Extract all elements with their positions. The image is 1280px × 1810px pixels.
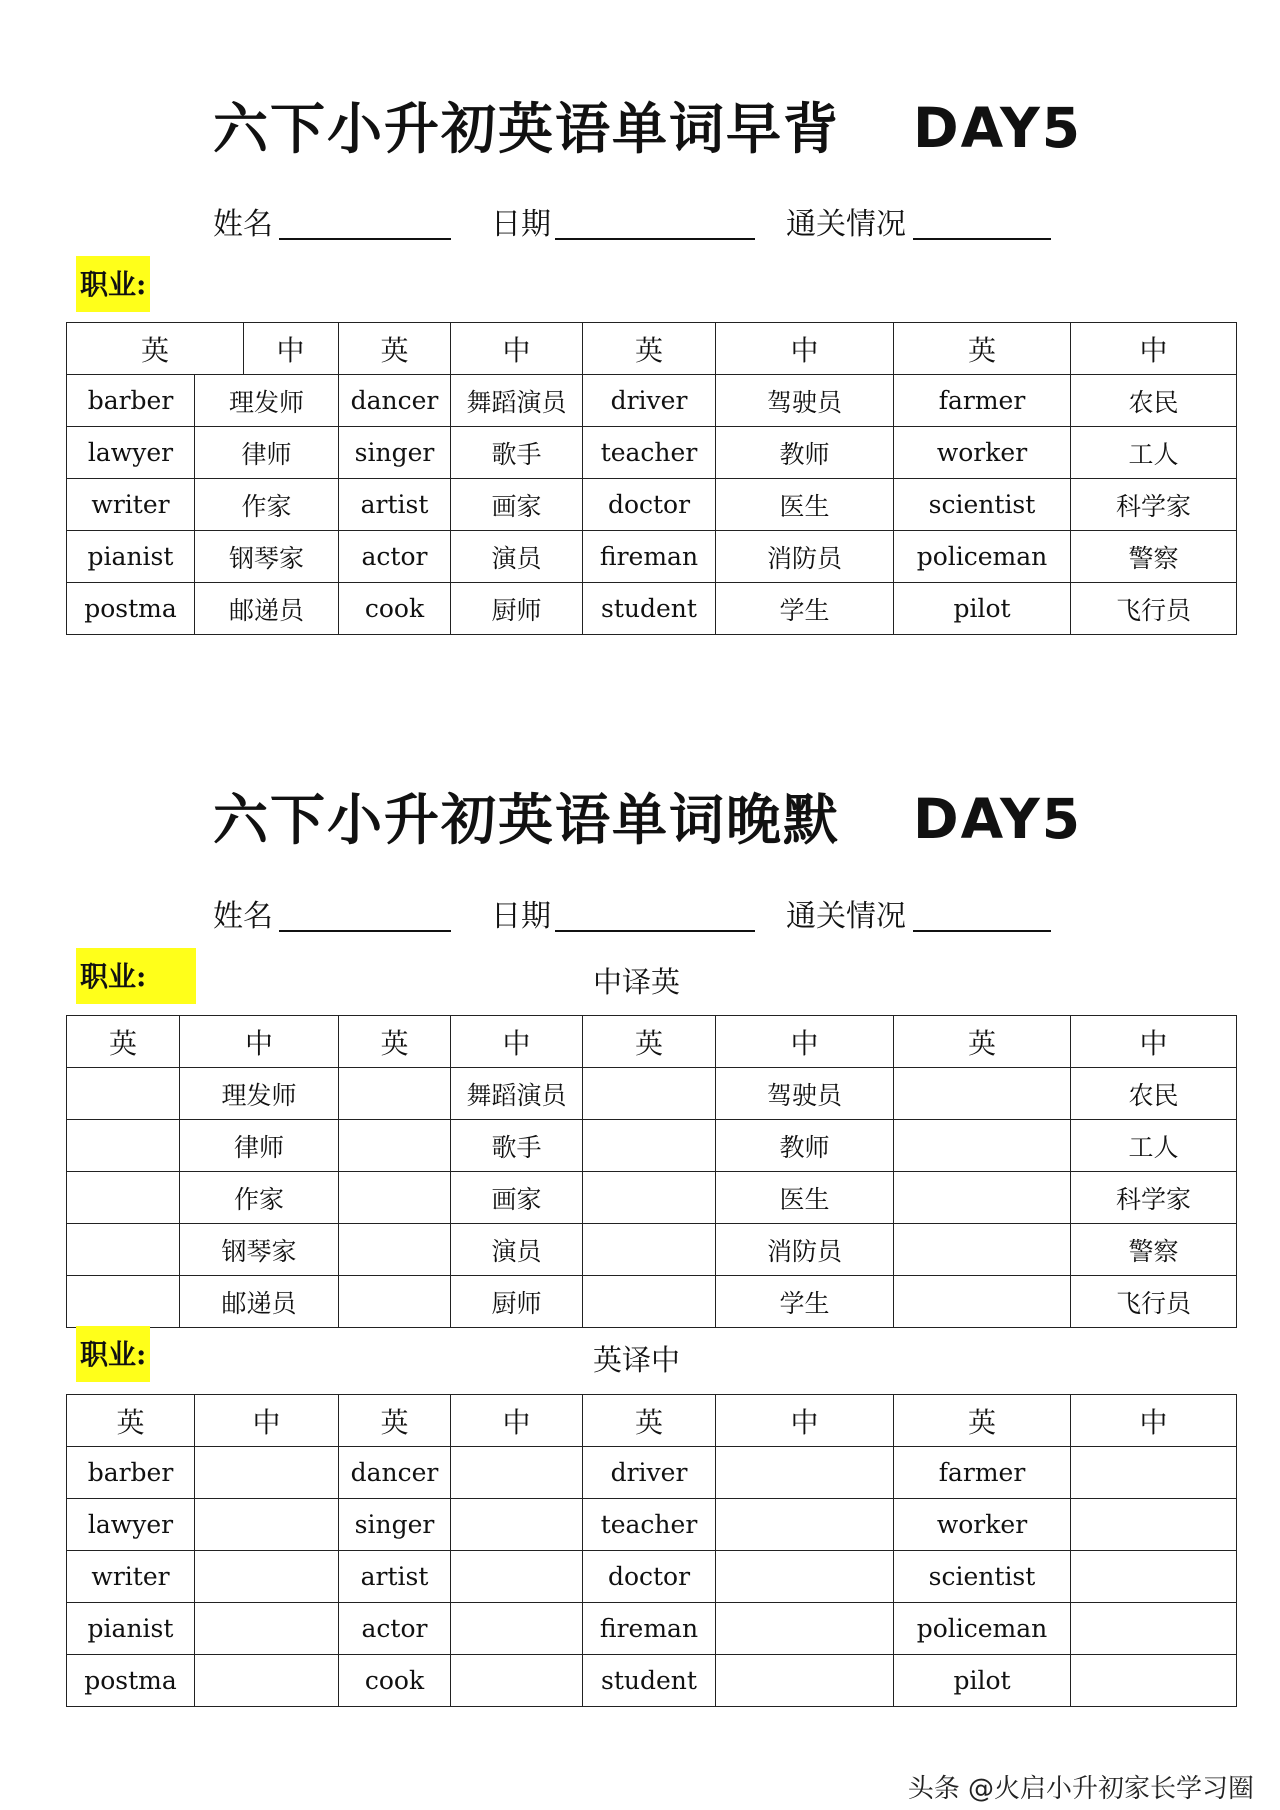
english-word-cell: driver	[583, 375, 716, 427]
header-cell: 英	[339, 1016, 451, 1068]
header-cell: 英	[583, 1395, 716, 1447]
table-row	[67, 1224, 1237, 1276]
status-field-line[interactable]	[913, 238, 1051, 240]
table-row	[67, 1172, 1237, 1224]
e2c-vocab-table	[66, 1394, 1237, 1707]
chinese-word-cell: 学生	[716, 1276, 894, 1328]
answer-blank-cell[interactable]	[451, 1499, 583, 1551]
chinese-word-cell: 医生	[716, 1172, 894, 1224]
table-row	[67, 479, 1237, 531]
answer-blank-cell[interactable]	[583, 1120, 716, 1172]
answer-blank-cell[interactable]	[716, 1551, 894, 1603]
chinese-word-cell: 演员	[451, 531, 583, 583]
table-row	[67, 583, 1237, 635]
chinese-word-cell: 作家	[195, 479, 339, 531]
english-word-cell: postma	[67, 1655, 195, 1707]
english-word-cell: dancer	[339, 375, 451, 427]
english-word-cell: actor	[339, 1603, 451, 1655]
english-word-cell: doctor	[583, 479, 716, 531]
c2e-subtitle: 中译英	[593, 965, 681, 999]
chinese-word-cell: 作家	[180, 1172, 339, 1224]
answer-blank-cell[interactable]	[339, 1276, 451, 1328]
morning-day: DAY5	[913, 96, 1083, 160]
english-word-cell: artist	[339, 479, 451, 531]
english-word-cell: farmer	[894, 1447, 1071, 1499]
chinese-word-cell: 画家	[451, 1172, 583, 1224]
english-word-cell: policeman	[894, 531, 1071, 583]
chinese-word-cell: 歌手	[451, 1120, 583, 1172]
answer-blank-cell[interactable]	[339, 1068, 451, 1120]
chinese-word-cell: 厨师	[451, 583, 583, 635]
chinese-word-cell: 工人	[1071, 427, 1237, 479]
header-cell: 中	[1071, 1395, 1237, 1447]
table-row	[67, 1655, 1237, 1707]
english-word-cell: scientist	[894, 479, 1071, 531]
answer-blank-cell[interactable]	[583, 1276, 716, 1328]
status-label: 通关情况	[786, 899, 906, 934]
chinese-word-cell: 飞行员	[1071, 583, 1237, 635]
english-word-cell: postma	[67, 583, 195, 635]
answer-blank-cell[interactable]	[894, 1068, 1071, 1120]
chinese-word-cell: 科学家	[1071, 1172, 1237, 1224]
answer-blank-cell[interactable]	[1071, 1551, 1237, 1603]
header-zh: 中	[276, 333, 305, 367]
answer-blank-cell[interactable]	[451, 1447, 583, 1499]
header-cell: 英	[894, 323, 1071, 375]
english-word-cell: singer	[339, 427, 451, 479]
answer-blank-cell[interactable]	[339, 1120, 451, 1172]
chinese-word-cell: 警察	[1071, 531, 1237, 583]
answer-blank-cell[interactable]	[195, 1603, 339, 1655]
table-row	[67, 531, 1237, 583]
morning-category-label: 职业:	[76, 256, 150, 312]
english-word-cell: student	[583, 583, 716, 635]
table-row	[67, 1276, 1237, 1328]
english-word-cell: policeman	[894, 1603, 1071, 1655]
answer-blank-cell[interactable]	[894, 1120, 1071, 1172]
table-row	[67, 1447, 1237, 1499]
header-cell: 英	[894, 1016, 1071, 1068]
english-word-cell: pilot	[894, 1655, 1071, 1707]
english-word-cell: driver	[583, 1447, 716, 1499]
name-label: 姓名	[213, 899, 273, 934]
answer-blank-cell[interactable]	[1071, 1447, 1237, 1499]
chinese-word-cell: 农民	[1071, 1068, 1237, 1120]
header-cell: 中	[451, 323, 583, 375]
header-cell: 英	[894, 1395, 1071, 1447]
answer-blank-cell[interactable]	[67, 1224, 180, 1276]
watermark: 头条 @火启小升初家长学习圈	[907, 1774, 1254, 1804]
english-word-cell: barber	[67, 1447, 195, 1499]
header-cell	[67, 323, 339, 375]
answer-blank-cell[interactable]	[451, 1551, 583, 1603]
header-cell: 中	[1071, 323, 1237, 375]
english-word-cell: pilot	[894, 583, 1071, 635]
english-word-cell: fireman	[583, 531, 716, 583]
answer-blank-cell[interactable]	[894, 1172, 1071, 1224]
answer-blank-cell[interactable]	[894, 1224, 1071, 1276]
english-word-cell: cook	[339, 1655, 451, 1707]
header-cell: 英	[339, 323, 451, 375]
chinese-word-cell: 邮递员	[180, 1276, 339, 1328]
answer-blank-cell[interactable]	[195, 1447, 339, 1499]
chinese-word-cell: 驾驶员	[716, 1068, 894, 1120]
answer-blank-cell[interactable]	[451, 1655, 583, 1707]
answer-blank-cell[interactable]	[1071, 1655, 1237, 1707]
chinese-word-cell: 理发师	[180, 1068, 339, 1120]
name-label: 姓名	[213, 207, 273, 242]
chinese-word-cell: 演员	[451, 1224, 583, 1276]
chinese-word-cell: 舞蹈演员	[451, 1068, 583, 1120]
english-word-cell: scientist	[894, 1551, 1071, 1603]
table-header-row	[67, 1395, 1237, 1447]
english-word-cell: barber	[67, 375, 195, 427]
chinese-word-cell: 歌手	[451, 427, 583, 479]
english-word-cell: farmer	[894, 375, 1071, 427]
answer-blank-cell[interactable]	[583, 1224, 716, 1276]
chinese-word-cell: 警察	[1071, 1224, 1237, 1276]
evening-title-text: 六下小升初英语单词晚默	[213, 787, 841, 852]
name-field-line[interactable]	[279, 238, 451, 240]
chinese-word-cell: 厨师	[451, 1276, 583, 1328]
c2e-vocab-table	[66, 1015, 1237, 1328]
english-word-cell: worker	[894, 1499, 1071, 1551]
chinese-word-cell: 教师	[716, 1120, 894, 1172]
chinese-word-cell: 画家	[451, 479, 583, 531]
table-header-row	[67, 1016, 1237, 1068]
chinese-word-cell: 学生	[716, 583, 894, 635]
status-label: 通关情况	[786, 207, 906, 242]
english-word-cell: singer	[339, 1499, 451, 1551]
answer-blank-cell[interactable]	[195, 1551, 339, 1603]
english-word-cell: lawyer	[67, 1499, 195, 1551]
header-cell: 中	[451, 1016, 583, 1068]
english-word-cell: lawyer	[67, 427, 195, 479]
answer-blank-cell[interactable]	[339, 1224, 451, 1276]
header-cell: 英	[67, 1016, 180, 1068]
table-header-row	[67, 323, 1237, 375]
chinese-word-cell: 农民	[1071, 375, 1237, 427]
morning-title	[213, 96, 1083, 161]
name-field-line[interactable]	[279, 930, 451, 932]
date-label: 日期	[491, 207, 551, 242]
table-row	[67, 375, 1237, 427]
header-cell: 中	[716, 1016, 894, 1068]
header-cell: 中	[180, 1016, 339, 1068]
evening-day: DAY5	[913, 787, 1083, 851]
morning-title-text: 六下小升初英语单词早背	[213, 96, 841, 161]
answer-blank-cell[interactable]	[583, 1068, 716, 1120]
table-row	[67, 1551, 1237, 1603]
answer-blank-cell[interactable]	[67, 1068, 180, 1120]
chinese-word-cell: 工人	[1071, 1120, 1237, 1172]
english-word-cell: teacher	[583, 427, 716, 479]
morning-vocab-table	[66, 322, 1237, 635]
answer-blank-cell[interactable]	[67, 1276, 180, 1328]
answer-blank-cell[interactable]	[195, 1499, 339, 1551]
english-word-cell: dancer	[339, 1447, 451, 1499]
header-cell: 英	[67, 1395, 195, 1447]
answer-blank-cell[interactable]	[195, 1655, 339, 1707]
date-field-line[interactable]	[555, 238, 755, 240]
chinese-word-cell: 消防员	[716, 1224, 894, 1276]
english-word-cell: artist	[339, 1551, 451, 1603]
header-cell: 中	[451, 1395, 583, 1447]
table-row	[67, 1499, 1237, 1551]
english-word-cell: cook	[339, 583, 451, 635]
c2e-category-label: 职业:	[76, 948, 196, 1004]
english-word-cell: actor	[339, 531, 451, 583]
header-cell: 中	[195, 1395, 339, 1447]
table-row	[67, 427, 1237, 479]
chinese-word-cell: 舞蹈演员	[451, 375, 583, 427]
chinese-word-cell: 驾驶员	[716, 375, 894, 427]
date-label: 日期	[491, 899, 551, 934]
answer-blank-cell[interactable]	[716, 1655, 894, 1707]
english-word-cell: writer	[67, 479, 195, 531]
english-word-cell: worker	[894, 427, 1071, 479]
english-word-cell: teacher	[583, 1499, 716, 1551]
table-row	[67, 1068, 1237, 1120]
answer-blank-cell[interactable]	[716, 1603, 894, 1655]
english-word-cell: pianist	[67, 531, 195, 583]
english-word-cell: pianist	[67, 1603, 195, 1655]
chinese-word-cell: 邮递员	[195, 583, 339, 635]
e2c-category-label: 职业:	[76, 1326, 150, 1382]
english-word-cell: student	[583, 1655, 716, 1707]
answer-blank-cell[interactable]	[67, 1120, 180, 1172]
chinese-word-cell: 律师	[195, 427, 339, 479]
header-cell: 中	[716, 1395, 894, 1447]
chinese-word-cell: 飞行员	[1071, 1276, 1237, 1328]
header-en: 英	[67, 323, 244, 374]
table-row	[67, 1120, 1237, 1172]
chinese-word-cell: 医生	[716, 479, 894, 531]
answer-blank-cell[interactable]	[1071, 1499, 1237, 1551]
header-cell: 英	[583, 1016, 716, 1068]
answer-blank-cell[interactable]	[67, 1172, 180, 1224]
english-word-cell: writer	[67, 1551, 195, 1603]
chinese-word-cell: 理发师	[195, 375, 339, 427]
answer-blank-cell[interactable]	[716, 1447, 894, 1499]
answer-blank-cell[interactable]	[451, 1603, 583, 1655]
header-cell: 英	[339, 1395, 451, 1447]
chinese-word-cell: 律师	[180, 1120, 339, 1172]
table-row	[67, 1603, 1237, 1655]
chinese-word-cell: 消防员	[716, 531, 894, 583]
answer-blank-cell[interactable]	[716, 1499, 894, 1551]
answer-blank-cell[interactable]	[1071, 1603, 1237, 1655]
e2c-subtitle: 英译中	[593, 1343, 681, 1377]
chinese-word-cell: 钢琴家	[180, 1224, 339, 1276]
english-word-cell: doctor	[583, 1551, 716, 1603]
chinese-word-cell: 教师	[716, 427, 894, 479]
chinese-word-cell: 钢琴家	[195, 531, 339, 583]
english-word-cell: fireman	[583, 1603, 716, 1655]
chinese-word-cell: 科学家	[1071, 479, 1237, 531]
answer-blank-cell[interactable]	[583, 1172, 716, 1224]
header-cell: 中	[1071, 1016, 1237, 1068]
evening-title	[213, 787, 1083, 852]
answer-blank-cell[interactable]	[894, 1276, 1071, 1328]
answer-blank-cell[interactable]	[339, 1172, 451, 1224]
header-cell: 英	[583, 323, 716, 375]
status-field-line[interactable]	[913, 930, 1051, 932]
date-field-line[interactable]	[555, 930, 755, 932]
header-cell: 中	[716, 323, 894, 375]
